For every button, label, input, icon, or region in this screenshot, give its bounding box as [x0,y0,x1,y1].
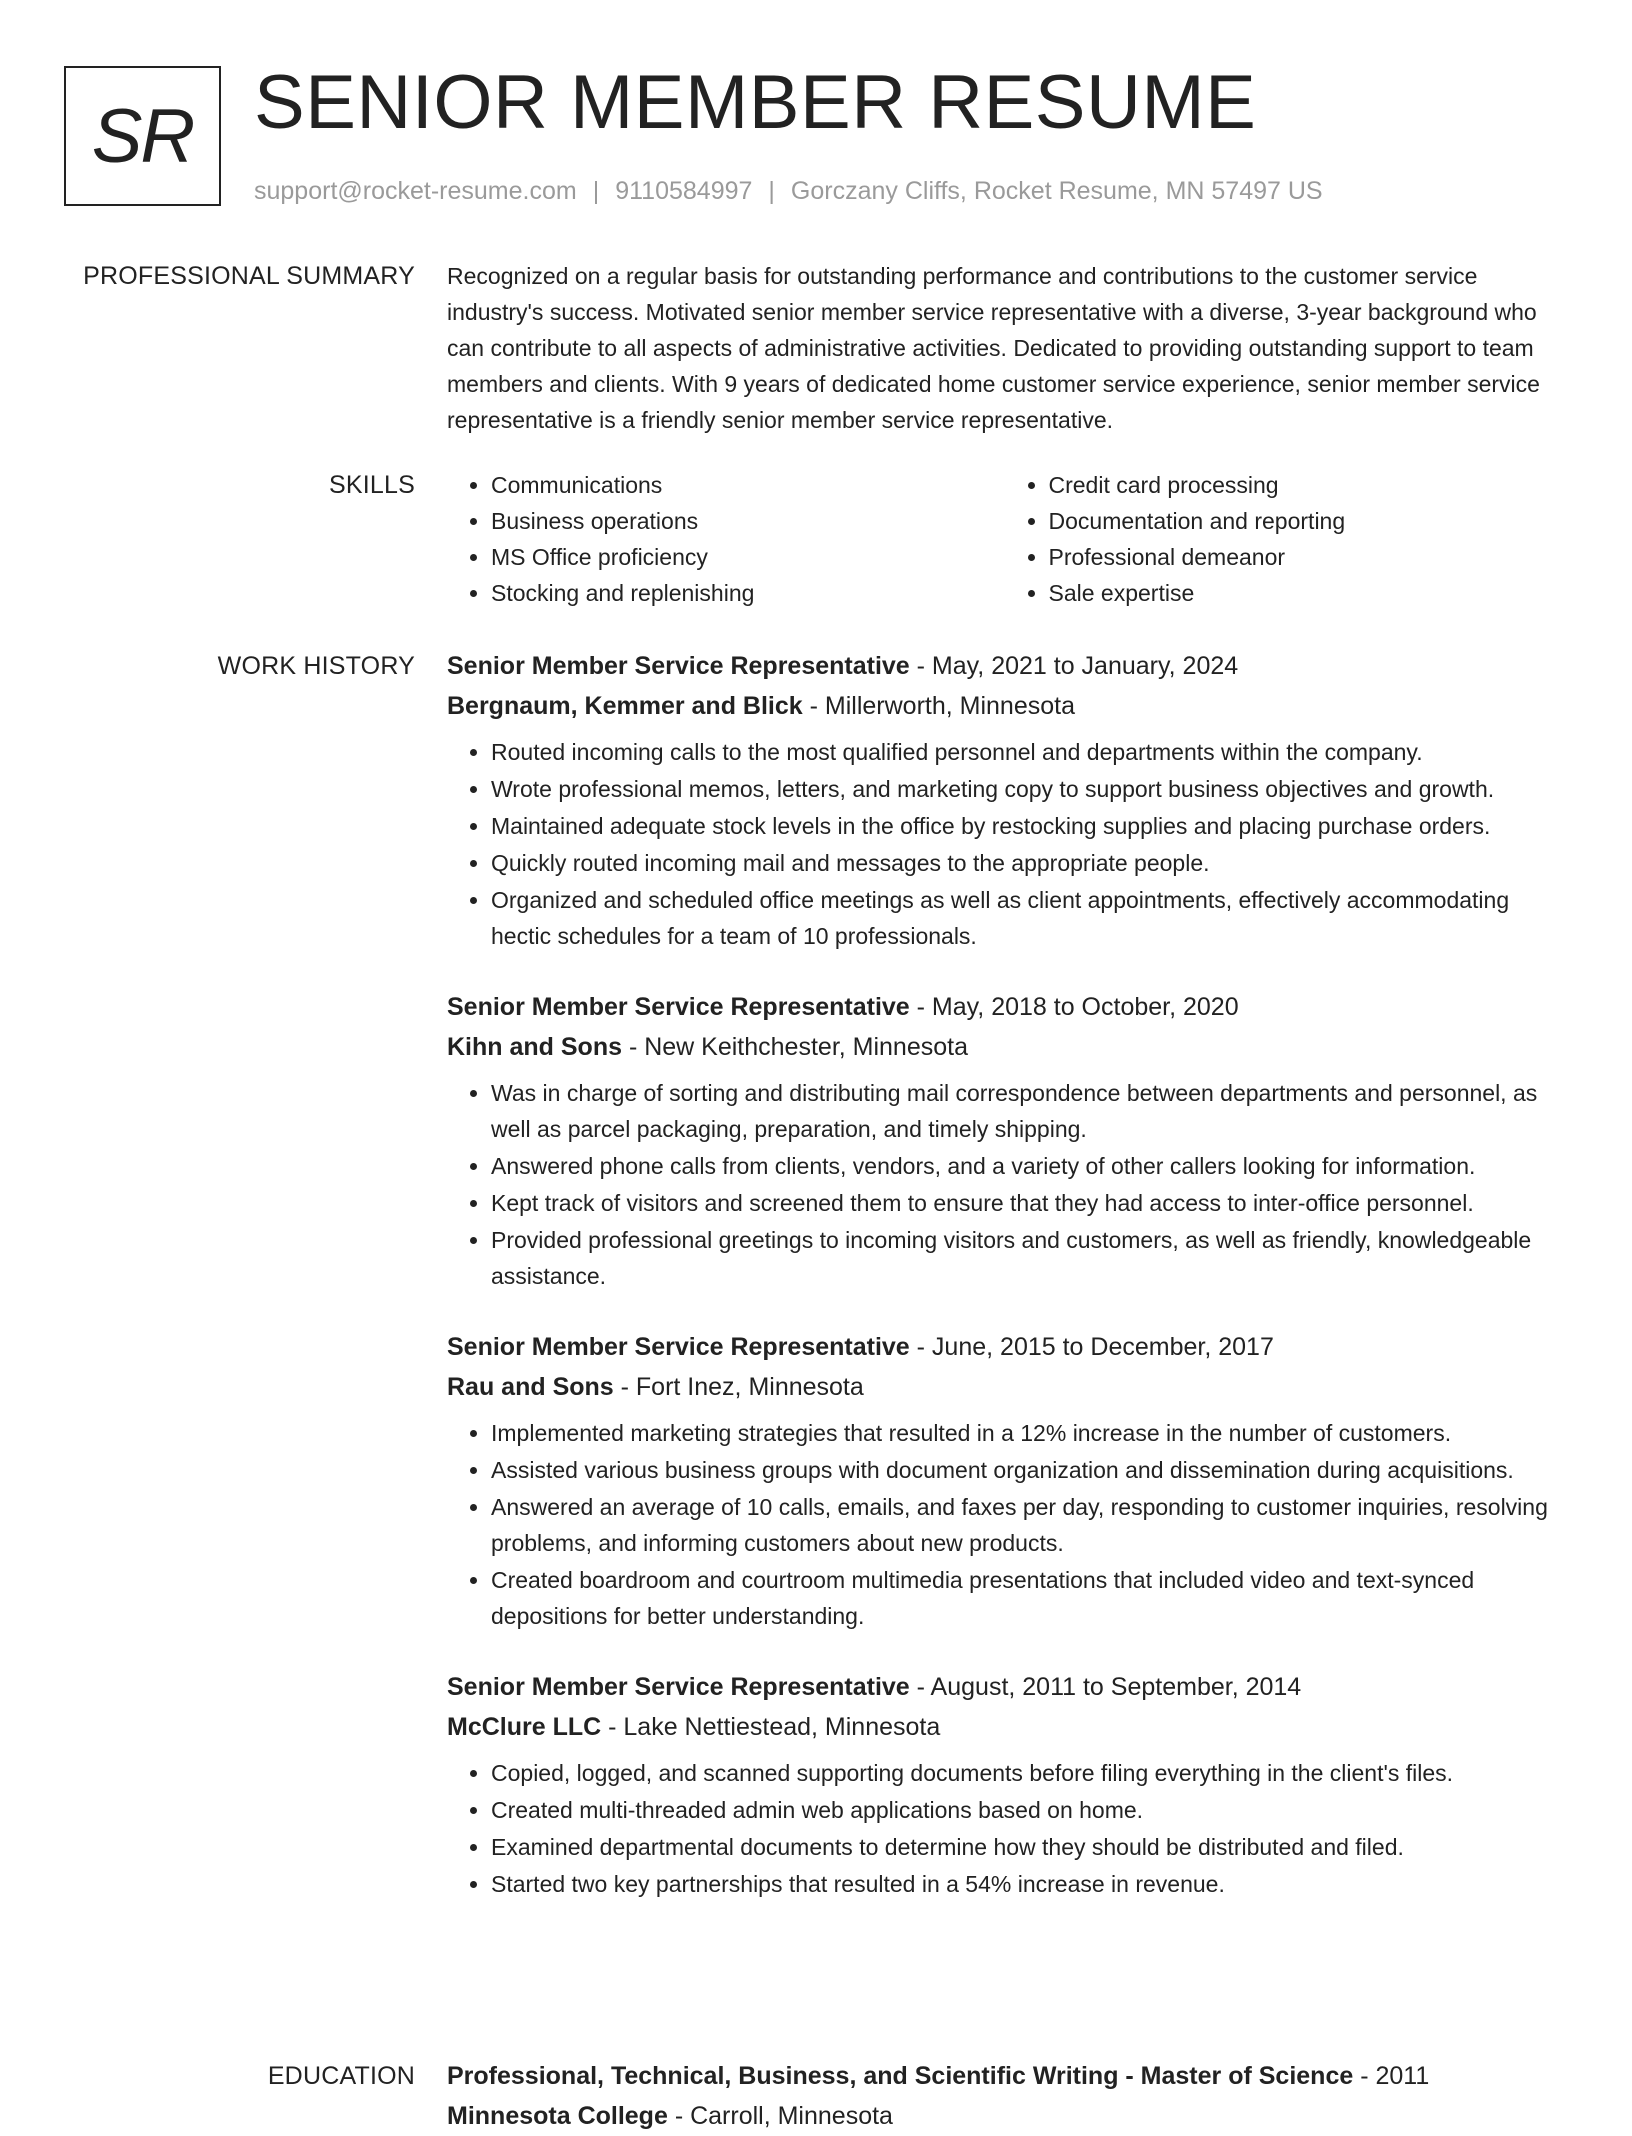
education-degree-line [447,2056,1562,2096]
job-bullet: • Answered an average of 10 calls, emails, and faxes per day, responding to customer inquiries, resolving problems, and informing customers about new products. [491,1489,1562,1561]
work-history-heading: WORK HISTORY [217,652,415,680]
skill-item: • Credit card processing [1049,467,1563,503]
job-bullet: • Copied, logged, and scanned supporting documents before filing everything in the client's files. [491,1755,1562,1791]
education-heading: EDUCATION [267,2062,415,2090]
skill-item: • MS Office proficiency [491,539,1005,575]
contact-separator: | [768,177,775,205]
job-bullets [447,1415,1562,1634]
skill-item: • Professional demeanor [1049,539,1563,575]
job-bullet: • Routed incoming calls to the most qualified personnel and departments within the company. [491,734,1562,770]
job-company: Rau and Sons [447,1373,614,1401]
skill-item: • Stocking and replenishing [491,575,1005,611]
job-title-line [447,987,1562,1027]
job-entry [447,646,1562,954]
job-title: Senior Member Service Representative [447,1333,910,1361]
education-school-line [447,2096,1562,2136]
education-location: - Carroll, Minnesota [667,2102,893,2130]
job-location: - Millerworth, Minnesota [802,692,1075,720]
job-bullets [447,1755,1562,1902]
job-title: Senior Member Service Representative [447,1673,910,1701]
job-bullet: • Answered phone calls from clients, vendors, and a variety of other callers looking for information. [491,1148,1562,1184]
summary-text: Recognized on a regular basis for outstanding performance and contributions to the customer service industry's success. Motivated senior member service representative with a diverse, 3-year background who can contribute to all aspects of administrative activities. Dedicated to providing outstanding support to team members and clients. With 9 years of dedicated home customer service experience, senior member service representative is a friendly senior member service representative. [447,263,1540,433]
job-company: Bergnaum, Kemmer and Blick [447,692,803,720]
job-dates: - May, 2018 to October, 2020 [909,993,1239,1021]
job-bullet: • Examined departmental documents to determine how they should be distributed and filed. [491,1829,1562,1865]
skill-item: • Business operations [491,503,1005,539]
education-school: Minnesota College [447,2102,668,2130]
monogram-badge: SR [64,66,221,206]
job-company-line [447,1027,1562,1067]
job-bullets [447,734,1562,954]
job-company: McClure LLC [447,1713,602,1741]
job-title: Senior Member Service Representative [447,652,910,680]
job-bullet: • Quickly routed incoming mail and messages to the appropriate people. [491,845,1562,881]
education-degree: Professional, Technical, Business, and Scientific Writing - Master of Science [447,2062,1354,2090]
skills-heading: SKILLS [329,471,415,499]
education-year: - 2011 [1353,2062,1430,2090]
job-bullet: • Created multi-threaded admin web applications based on home. [491,1792,1562,1828]
job-bullet: • Wrote professional memos, letters, and marketing copy to support business objectives and growth. [491,771,1562,807]
job-title: Senior Member Service Representative [447,993,910,1021]
job-company-line [447,1707,1562,1747]
job-entry [447,1667,1562,1902]
job-dates: - June, 2015 to December, 2017 [909,1333,1274,1361]
job-bullet: • Organized and scheduled office meetings as well as client appointments, effectively accommodating hectic schedules for a team of 10 professionals. [491,882,1562,954]
job-dates: - May, 2021 to January, 2024 [909,652,1239,680]
contact-separator: | [592,177,600,205]
contact-line [254,175,1323,207]
skill-item: • Communications [491,467,1005,503]
skills-column-right [1005,467,1563,611]
contact-email: support@rocket-resume.com [254,177,577,205]
job-bullet: • Kept track of visitors and screened them to ensure that they had access to inter-office personnel. [491,1185,1562,1221]
job-company-line [447,686,1562,726]
contact-phone: 9110584997 [615,177,753,205]
job-bullet: • Created boardroom and courtroom multimedia presentations that included video and text-synced depositions for better understanding. [491,1562,1562,1634]
job-bullet: • Maintained adequate stock levels in the office by restocking supplies and placing purchase orders. [491,808,1562,844]
job-company: Kihn and Sons [447,1033,622,1061]
skills-column-left [447,467,1005,611]
job-entry [447,987,1562,1294]
job-location: - New Keithchester, Minnesota [622,1033,968,1061]
job-location: - Fort Inez, Minnesota [613,1373,864,1401]
job-bullet: • Started two key partnerships that resulted in a 54% increase in revenue. [491,1866,1562,1902]
job-location: - Lake Nettiestead, Minnesota [601,1713,941,1741]
summary-heading: PROFESSIONAL SUMMARY [83,262,415,290]
job-dates: - August, 2011 to September, 2014 [909,1673,1302,1701]
job-bullet: • Provided professional greetings to incoming visitors and customers, as well as friendly, knowledgeable assistance. [491,1222,1562,1294]
job-bullets [447,1075,1562,1294]
job-title-line [447,1667,1562,1707]
contact-address: Gorczany Cliffs, Rocket Resume, MN 57497 US [790,177,1323,205]
resume-title: SENIOR MEMBER RESUME [254,60,1257,145]
job-company-line [447,1367,1562,1407]
job-title-line [447,1327,1562,1367]
job-bullet: • Was in charge of sorting and distributing mail correspondence between departments and personnel, as well as parcel packaging, preparation, and timely shipping. [491,1075,1562,1147]
job-title-line [447,646,1562,686]
job-bullet: • Assisted various business groups with document organization and dissemination during acquisitions. [491,1452,1562,1488]
skill-item: • Documentation and reporting [1049,503,1563,539]
job-bullet: • Implemented marketing strategies that resulted in a 12% increase in the number of customers. [491,1415,1562,1451]
skill-item: • Sale expertise [1049,575,1563,611]
job-entry [447,1327,1562,1634]
